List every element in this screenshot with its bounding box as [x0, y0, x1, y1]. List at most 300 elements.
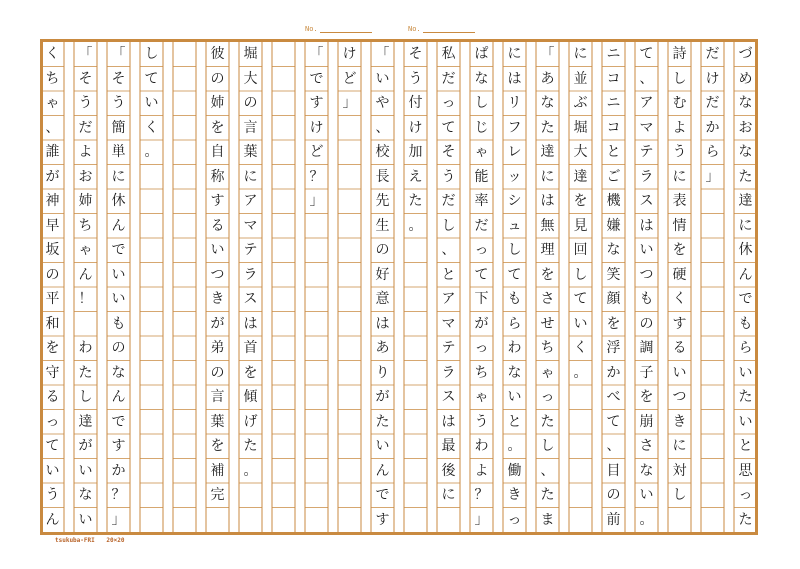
manuscript-character: ゃ: [474, 389, 489, 406]
manuscript-character: ラ: [441, 364, 456, 381]
manuscript-character: を: [243, 364, 258, 381]
manuscript-character: 無: [540, 217, 555, 234]
manuscript-character: 前: [606, 511, 621, 528]
manuscript-character: 。: [243, 462, 258, 479]
manuscript-character: 対: [672, 462, 687, 479]
manuscript-sheet: [40, 39, 758, 535]
manuscript-character: 機: [606, 193, 621, 210]
manuscript-character: の: [243, 95, 258, 112]
manuscript-character: 和: [45, 315, 60, 332]
manuscript-character: 坂: [45, 242, 60, 259]
manuscript-character: す: [375, 511, 390, 528]
manuscript-column: [74, 42, 97, 532]
manuscript-character: 補: [210, 462, 225, 479]
manuscript-character: し: [672, 487, 687, 504]
manuscript-character: そ: [78, 70, 93, 87]
manuscript-character: 加: [408, 144, 423, 161]
manuscript-character: す: [672, 315, 687, 332]
manuscript-character: う: [78, 95, 93, 112]
manuscript-character: 。: [639, 511, 654, 528]
manuscript-character: 休: [738, 242, 753, 259]
manuscript-character: て: [507, 266, 522, 283]
manuscript-character: っ: [738, 487, 753, 504]
manuscript-character: あ: [540, 70, 555, 87]
manuscript-column: [371, 42, 394, 532]
manuscript-character: 平: [45, 291, 60, 308]
manuscript-character: わ: [78, 340, 93, 357]
manuscript-character: べ: [606, 389, 621, 406]
manuscript-character: に: [441, 487, 456, 504]
manuscript-column: [437, 42, 460, 532]
manuscript-character: な: [639, 462, 654, 479]
manuscript-column: [338, 42, 361, 532]
manuscript-character: ゃ: [78, 242, 93, 259]
manuscript-character: 先: [375, 193, 390, 210]
manuscript-character: の: [375, 242, 390, 259]
manuscript-character: つ: [210, 266, 225, 283]
manuscript-character: ど: [342, 70, 357, 87]
manuscript-character: に: [111, 168, 126, 185]
manuscript-character: に: [507, 46, 522, 63]
manuscript-character: げ: [243, 413, 258, 430]
manuscript-character: 神: [45, 193, 60, 210]
manuscript-character: を: [210, 438, 225, 455]
manuscript-character: 弟: [210, 340, 225, 357]
manuscript-character: ス: [441, 389, 456, 406]
manuscript-character: し: [441, 217, 456, 234]
manuscript-character: た: [540, 413, 555, 430]
manuscript-character: 早: [45, 217, 60, 234]
manuscript-character: い: [375, 438, 390, 455]
manuscript-character: て: [144, 70, 159, 87]
manuscript-character: っ: [474, 340, 489, 357]
manuscript-character: さ: [540, 291, 555, 308]
manuscript-character: く: [573, 340, 588, 357]
manuscript-character: を: [606, 315, 621, 332]
manuscript-character: さ: [639, 438, 654, 455]
manuscript-character: 。: [144, 144, 159, 161]
manuscript-character: っ: [474, 242, 489, 259]
manuscript-character: 情: [672, 217, 687, 234]
manuscript-character: し: [672, 70, 687, 87]
manuscript-character: 言: [210, 389, 225, 406]
footer-grid-spec: 20×20: [106, 537, 125, 544]
manuscript-character: う: [111, 95, 126, 112]
manuscript-character: た: [738, 511, 753, 528]
manuscript-character: い: [78, 511, 93, 528]
manuscript-character: 、: [45, 119, 60, 136]
manuscript-character: い: [210, 242, 225, 259]
manuscript-character: お: [78, 168, 93, 185]
manuscript-character: や: [375, 95, 390, 112]
manuscript-character: け: [408, 119, 423, 136]
manuscript-character: の: [606, 487, 621, 504]
manuscript-character: 硬: [672, 266, 687, 283]
manuscript-character: い: [639, 242, 654, 259]
manuscript-column: [503, 42, 526, 532]
manuscript-character: だ: [441, 70, 456, 87]
manuscript-column: [206, 42, 229, 532]
manuscript-character: 好: [375, 266, 390, 283]
manuscript-character: い: [672, 364, 687, 381]
manuscript-character: ス: [639, 193, 654, 210]
manuscript-character: 「: [375, 46, 390, 63]
manuscript-character: 思: [738, 462, 753, 479]
manuscript-character: を: [210, 119, 225, 136]
manuscript-character: し: [540, 438, 555, 455]
manuscript-character: お: [738, 119, 753, 136]
manuscript-character: ち: [78, 217, 93, 234]
manuscript-character: そ: [441, 144, 456, 161]
manuscript-column: [668, 42, 691, 532]
manuscript-character: き: [507, 487, 522, 504]
manuscript-character: え: [408, 168, 423, 185]
manuscript-character: 私: [441, 46, 456, 63]
manuscript-text: [43, 42, 755, 532]
manuscript-character: が: [210, 315, 225, 332]
manuscript-character: の: [210, 364, 225, 381]
manuscript-character: い: [111, 291, 126, 308]
manuscript-character: そ: [408, 46, 423, 63]
manuscript-character: 堀: [573, 119, 588, 136]
manuscript-column: [239, 42, 262, 532]
manuscript-character: 「: [540, 46, 555, 63]
manuscript-character: よ: [672, 119, 687, 136]
header-number-line-1: [320, 26, 372, 33]
manuscript-character: の: [111, 340, 126, 357]
manuscript-character: そ: [111, 70, 126, 87]
manuscript-character: 生: [375, 217, 390, 234]
manuscript-character: て: [606, 413, 621, 430]
manuscript-character: も: [507, 291, 522, 308]
manuscript-character: 笑: [606, 266, 621, 283]
manuscript-character: 守: [45, 364, 60, 381]
manuscript-character: わ: [507, 340, 522, 357]
manuscript-character: し: [78, 389, 93, 406]
header-number-field-1: [305, 25, 372, 33]
manuscript-character: る: [45, 389, 60, 406]
manuscript-column: [536, 42, 559, 532]
manuscript-character: 」: [309, 193, 324, 210]
manuscript-character: 簡: [111, 119, 126, 136]
manuscript-character: 詩: [672, 46, 687, 63]
manuscript-character: っ: [45, 413, 60, 430]
manuscript-character: ら: [738, 340, 753, 357]
manuscript-character: 達: [738, 193, 753, 210]
manuscript-character: 姉: [210, 95, 225, 112]
manuscript-character: 首: [243, 340, 258, 357]
manuscript-character: マ: [243, 217, 258, 234]
manuscript-character: 達: [573, 168, 588, 185]
manuscript-character: い: [78, 462, 93, 479]
manuscript-character: い: [144, 95, 159, 112]
manuscript-character: が: [45, 168, 60, 185]
manuscript-character: ？: [111, 487, 126, 504]
manuscript-character: 理: [540, 242, 555, 259]
manuscript-character: た: [408, 193, 423, 210]
manuscript-character: 嫌: [606, 217, 621, 234]
manuscript-character: は: [441, 413, 456, 430]
manuscript-character: す: [309, 95, 324, 112]
manuscript-character: き: [210, 291, 225, 308]
manuscript-character: 。: [507, 438, 522, 455]
manuscript-character: 、: [375, 119, 390, 136]
manuscript-character: も: [639, 291, 654, 308]
manuscript-character: と: [441, 266, 456, 283]
manuscript-character: ん: [78, 266, 93, 283]
manuscript-character: に: [243, 168, 258, 185]
header-number-label-1: No.: [305, 25, 318, 33]
manuscript-character: で: [111, 413, 126, 430]
manuscript-character: 並: [573, 70, 588, 87]
manuscript-character: づ: [738, 46, 753, 63]
manuscript-character: く: [672, 291, 687, 308]
manuscript-character: 崩: [639, 413, 654, 430]
manuscript-character: ア: [441, 291, 456, 308]
manuscript-character: 達: [78, 413, 93, 430]
manuscript-character: な: [111, 364, 126, 381]
manuscript-character: 誰: [45, 144, 60, 161]
manuscript-column: [701, 42, 724, 532]
manuscript-character: た: [540, 119, 555, 136]
manuscript-character: な: [606, 242, 621, 259]
manuscript-character: ら: [705, 144, 720, 161]
manuscript-character: 。: [408, 217, 423, 234]
manuscript-character: け: [705, 70, 720, 87]
manuscript-character: ご: [606, 168, 621, 185]
manuscript-character: て: [573, 291, 588, 308]
manuscript-character: す: [111, 438, 126, 455]
manuscript-character: は: [375, 315, 390, 332]
manuscript-character: だ: [705, 46, 720, 63]
manuscript-character: 、: [540, 462, 555, 479]
manuscript-character: 大: [573, 144, 588, 161]
manuscript-character: 、: [606, 438, 621, 455]
manuscript-character: 「: [111, 46, 126, 63]
manuscript-character: 表: [672, 193, 687, 210]
manuscript-character: は: [507, 70, 522, 87]
manuscript-character: テ: [243, 242, 258, 259]
manuscript-character: で: [375, 487, 390, 504]
manuscript-character: 下: [474, 291, 489, 308]
manuscript-character: 働: [507, 462, 522, 479]
manuscript-column: [734, 42, 757, 532]
manuscript-column: [470, 42, 493, 532]
manuscript-character: で: [738, 291, 753, 308]
manuscript-character: 顔: [606, 291, 621, 308]
manuscript-character: ニ: [606, 46, 621, 63]
manuscript-character: な: [78, 487, 93, 504]
manuscript-character: な: [507, 364, 522, 381]
manuscript-column: [41, 42, 64, 532]
manuscript-character: ち: [540, 340, 555, 357]
manuscript-character: の: [639, 315, 654, 332]
manuscript-character: 休: [111, 193, 126, 210]
manuscript-character: し: [507, 242, 522, 259]
manuscript-character: 称: [210, 168, 225, 185]
manuscript-character: 大: [243, 70, 258, 87]
manuscript-character: ま: [540, 511, 555, 528]
manuscript-character: だ: [474, 217, 489, 234]
manuscript-character: に: [672, 438, 687, 455]
manuscript-character: っ: [507, 511, 522, 528]
manuscript-character: う: [408, 70, 423, 87]
manuscript-character: は: [243, 315, 258, 332]
manuscript-character: 」: [474, 511, 489, 528]
manuscript-character: 」: [111, 511, 126, 528]
manuscript-character: て: [45, 438, 60, 455]
manuscript-character: ん: [111, 217, 126, 234]
manuscript-character: っ: [540, 389, 555, 406]
manuscript-column: [602, 42, 625, 532]
manuscript-character: む: [672, 95, 687, 112]
manuscript-character: せ: [540, 315, 555, 332]
manuscript-character: マ: [639, 119, 654, 136]
manuscript-character: シ: [507, 193, 522, 210]
manuscript-character: な: [738, 144, 753, 161]
manuscript-character: い: [573, 315, 588, 332]
manuscript-character: レ: [507, 144, 522, 161]
manuscript-character: ち: [474, 364, 489, 381]
manuscript-character: ニ: [606, 95, 621, 112]
manuscript-character: し: [573, 266, 588, 283]
header-number-field-2: [408, 25, 475, 33]
manuscript-character: は: [540, 193, 555, 210]
manuscript-character: く: [144, 119, 159, 136]
manuscript-character: 傾: [243, 389, 258, 406]
manuscript-character: ラ: [243, 266, 258, 283]
manuscript-character: か: [606, 364, 621, 381]
manuscript-character: 」: [705, 168, 720, 185]
manuscript-character: 子: [639, 364, 654, 381]
manuscript-column: [173, 42, 196, 532]
manuscript-character: 」: [342, 95, 357, 112]
manuscript-character: じ: [474, 119, 489, 136]
manuscript-character: し: [144, 46, 159, 63]
manuscript-character: っ: [441, 95, 456, 112]
manuscript-character: も: [111, 315, 126, 332]
manuscript-character: 言: [243, 119, 258, 136]
manuscript-character: ッ: [507, 168, 522, 185]
manuscript-character: う: [672, 144, 687, 161]
manuscript-character: だ: [441, 193, 456, 210]
manuscript-character: コ: [606, 70, 621, 87]
manuscript-character: る: [672, 340, 687, 357]
manuscript-character: で: [309, 70, 324, 87]
manuscript-character: 、: [639, 70, 654, 87]
manuscript-character: 単: [111, 144, 126, 161]
manuscript-character: 意: [375, 291, 390, 308]
manuscript-character: 後: [441, 462, 456, 479]
manuscript-character: て: [441, 119, 456, 136]
manuscript-character: ぶ: [573, 95, 588, 112]
manuscript-character: ュ: [507, 217, 522, 234]
footer-brand: tsukuba-FRI: [55, 537, 95, 544]
manuscript-character: 自: [210, 144, 225, 161]
manuscript-character: で: [111, 242, 126, 259]
manuscript-character: ア: [639, 95, 654, 112]
manuscript-character: は: [639, 217, 654, 234]
manuscript-character: と: [738, 438, 753, 455]
manuscript-character: 葉: [243, 144, 258, 161]
manuscript-character: く: [45, 46, 60, 63]
manuscript-column: [140, 42, 163, 532]
manuscript-character: テ: [441, 340, 456, 357]
manuscript-character: あ: [375, 340, 390, 357]
manuscript-character: つ: [672, 389, 687, 406]
manuscript-character: ん: [111, 389, 126, 406]
manuscript-character: か: [705, 119, 720, 136]
manuscript-character: た: [540, 487, 555, 504]
manuscript-character: リ: [507, 95, 522, 112]
sheet-footer: [55, 537, 132, 544]
manuscript-character: き: [672, 413, 687, 430]
manuscript-character: る: [210, 217, 225, 234]
manuscript-character: 。: [573, 364, 588, 381]
manuscript-character: を: [573, 193, 588, 210]
manuscript-character: が: [78, 438, 93, 455]
manuscript-character: 能: [474, 168, 489, 185]
manuscript-character: を: [45, 340, 60, 357]
manuscript-character: い: [375, 70, 390, 87]
manuscript-character: ？: [474, 487, 489, 504]
manuscript-character: が: [474, 315, 489, 332]
manuscript-column: [305, 42, 328, 532]
manuscript-character: 達: [540, 144, 555, 161]
manuscript-character: 見: [573, 217, 588, 234]
manuscript-character: 長: [375, 168, 390, 185]
manuscript-character: 彼: [210, 46, 225, 63]
manuscript-character: い: [639, 487, 654, 504]
manuscript-character: と: [507, 413, 522, 430]
manuscript-character: た: [375, 413, 390, 430]
manuscript-character: テ: [639, 144, 654, 161]
manuscript-character: マ: [441, 315, 456, 332]
manuscript-character: た: [243, 438, 258, 455]
manuscript-character: だ: [78, 119, 93, 136]
manuscript-character: ？: [309, 168, 324, 185]
manuscript-character: ゃ: [474, 144, 489, 161]
manuscript-character: ！: [78, 291, 93, 308]
manuscript-character: 「: [309, 46, 324, 63]
manuscript-character: ん: [45, 511, 60, 528]
manuscript-character: た: [738, 168, 753, 185]
manuscript-character: の: [210, 70, 225, 87]
manuscript-column: [569, 42, 592, 532]
manuscript-character: を: [639, 389, 654, 406]
manuscript-character: う: [474, 413, 489, 430]
manuscript-character: ち: [45, 70, 60, 87]
manuscript-character: を: [540, 266, 555, 283]
manuscript-character: ん: [738, 266, 753, 283]
manuscript-column: [272, 42, 295, 532]
manuscript-character: 付: [408, 95, 423, 112]
manuscript-character: ア: [243, 193, 258, 210]
manuscript-character: か: [111, 462, 126, 479]
manuscript-character: な: [738, 95, 753, 112]
manuscript-character: 浮: [606, 340, 621, 357]
manuscript-character: う: [441, 168, 456, 185]
manuscript-character: 調: [639, 340, 654, 357]
manuscript-character: け: [309, 119, 324, 136]
manuscript-character: と: [606, 144, 621, 161]
manuscript-character: つ: [639, 266, 654, 283]
manuscript-character: い: [111, 266, 126, 283]
manuscript-character: な: [540, 95, 555, 112]
manuscript-character: め: [738, 70, 753, 87]
manuscript-character: す: [210, 193, 225, 210]
manuscript-character: し: [474, 95, 489, 112]
